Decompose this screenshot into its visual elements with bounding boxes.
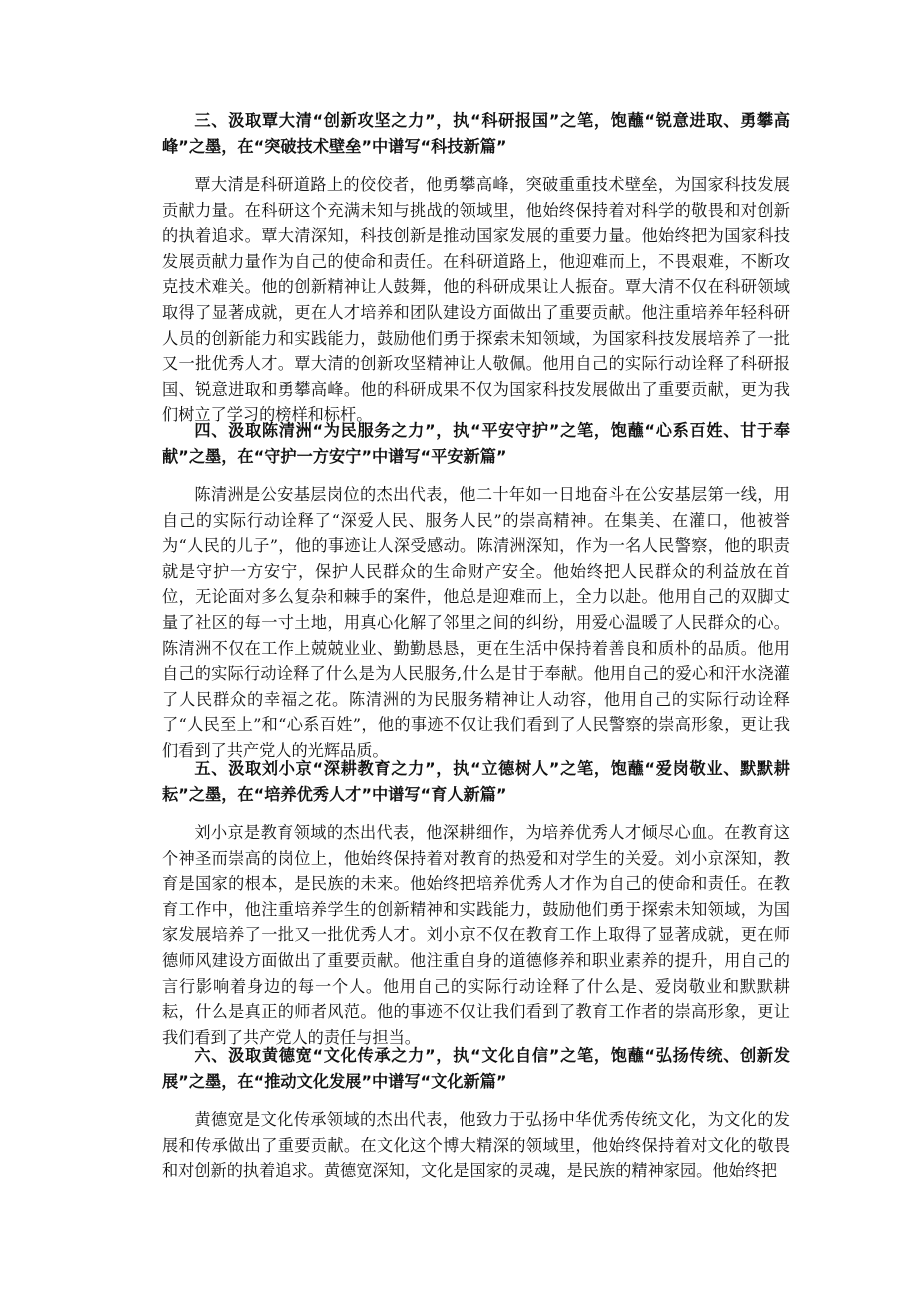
section-5-heading: 五、汲取刘小京“深耕教育之力”，执“立德树人”之笔，饱蘸“爱岗敬业、默默耕耘”之墨，在“培养优秀人才”中谱写“育人新篇”	[162, 759, 790, 804]
section-6-heading: 六、汲取黄德宽“文化传承之力”，执“文化自信”之笔，饱蘸“弘扬传统、创新发展”之墨，在“推动文化发展”中谱写“文化新篇”	[162, 1046, 790, 1091]
section-6	[162, 1043, 790, 1184]
section-5-paragraph: 刘小京是教育领域的杰出代表，他深耕细作，为培养优秀人才倾尽心血。在教育这个神圣而崇高的岗位上，他始终保持着对教育的热爱和对学生的关爱。刘小京深知，教育是国家的根本，是民族的未来。他始终把培养优秀人才作为自己的使命和责任。在教育工作中，他注重培养学生的创新精神和实践能力，鼓励他们勇于探索未知领域，为国家发展培养了一批又一批优秀人才。刘小京不仅在教育工作上取得了显著成就，更在师德师风建设方面做出了重要贡献。他注重自身的道德修养和职业素养的提升，用自己的言行影响着身边的每一个人。他用自己的实际行动诠释了什么是、爱岗敬业和默默耕耘，什么是真正的师者风范。他的事迹不仅让我们看到了教育工作者的崇高形象，更让我们看到了共产党人的责任与担当。	[162, 823, 790, 1047]
section-3-heading: 三、汲取覃大清“创新攻坚之力”，执“科研报国”之笔，饱蘸“锐意进取、勇攀高峰”之墨，在“突破技术壁垒”中谱写“科技新篇”	[162, 111, 790, 156]
section-4	[162, 418, 790, 764]
section-3	[162, 108, 790, 428]
section-4-paragraph: 陈清洲是公安基层岗位的杰出代表，他二十年如一日地奋斗在公安基层第一线，用自己的实际行动诠释了“深爱人民、服务人民”的崇高精神。在集美、在灌口，他被誉为“人民的儿子”，他的事迹让人深受感动。陈清洲深知，作为一名人民警察，他的职责就是守护一方安宁，保护人民群众的生命财产安全。他始终把人民群众的利益放在首位，无论面对多么复杂和棘手的案件，他总是迎难而上，全力以赴。他用自己的双脚丈量了社区的每一寸土地，用真心化解了邻里之间的纠纷，用爱心温暖了人民群众的心。陈清洲不仅在工作上兢兢业业、勤勤恳恳，更在生活中保持着善良和质朴的品质。他用自己的实际行动诠释了什么是为人民服务,什么是甘于奉献。他用自己的爱心和汗水浇灌了人民群众的幸福之花。陈清洲的为民服务精神让人动容，他用自己的实际行动诠释了“人民至上”和“心系百姓”，他的事迹不仅让我们看到了人民警察的崇高形象，更让我们看到了共产党人的光辉品质。	[162, 485, 790, 760]
section-3-paragraph: 覃大清是科研道路上的佼佼者，他勇攀高峰，突破重重技术壁垒，为国家科技发展贡献力量。在科研这个充满未知与挑战的领域里，他始终保持着对科学的敬畏和对创新的执着追求。覃大清深知，科技创新是推动国家发展的重要力量。他始终把为国家科技发展贡献力量作为自己的使命和责任。在科研道路上，他迎难而上，不畏艰难，不断攻克技术难关。他的创新精神让人鼓舞，他的科研成果让人振奋。覃大清不仅在科研领域取得了显著成就，更在人才培养和团队建设方面做出了重要贡献。他注重培养年轻科研人员的创新能力和实践能力，鼓励他们勇于探索未知领域，为国家科技发展培养了一批又一批优秀人才。覃大清的创新攻坚精神让人敬佩。他用自己的实际行动诠释了科研报国、锐意进取和勇攀高峰。他的科研成果不仅为国家科技发展做出了重要贡献，更为我们树立了学习的榜样和标杆。	[162, 175, 790, 425]
section-6-paragraph: 黄德宽是文化传承领域的杰出代表，他致力于弘扬中华优秀传统文化，为文化的发展和传承做出了重要贡献。在文化这个博大精深的领域里，他始终保持着对文化的敬畏和对创新的执着追求。黄德宽深知，文化是国家的灵魂，是民族的精神家园。他始终把	[162, 1110, 790, 1181]
section-5	[162, 756, 790, 1050]
section-4-heading: 四、汲取陈清洲“为民服务之力”，执“平安守护”之笔，饱蘸“心系百姓、甘于奉献”之墨，在“守护一方安宁”中谱写“平安新篇”	[162, 421, 790, 466]
